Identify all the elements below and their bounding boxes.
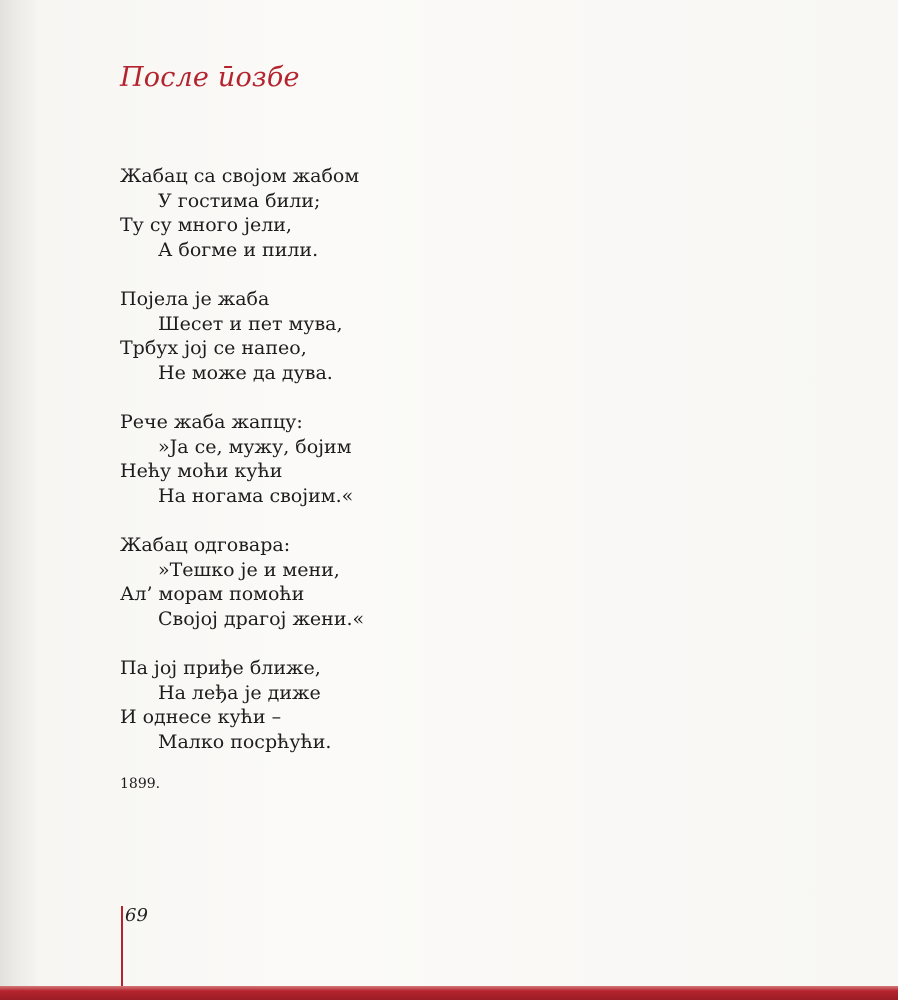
poem-line: Трбух јој се напео, — [120, 337, 307, 359]
poem-line: »Ја се, мужу, бојим — [158, 435, 352, 458]
poem-year: 1899. — [120, 776, 161, 792]
poem-stanza — [120, 410, 450, 508]
poem-title: После ӣозбе — [120, 62, 300, 93]
poem-line: На ногама својим.« — [158, 484, 354, 507]
poem-line: У гостима били; — [158, 189, 321, 212]
poem-line: Ту су много јели, — [120, 214, 292, 236]
poem-line: Шесет и пет мува, — [158, 312, 343, 335]
book-edge-band — [0, 986, 898, 1000]
poem-line: А богме и пили. — [158, 238, 319, 261]
poem-line: Па јој приђе ближе, — [120, 657, 321, 679]
poem-stanza — [120, 287, 450, 385]
poem-stanza — [120, 164, 450, 262]
poem-line: Рече жаба жапцу: — [120, 411, 303, 433]
poem-line: Малко посрћући. — [158, 730, 332, 753]
poem-line: Жабац одговара: — [120, 534, 291, 556]
poem-line: Нећу моћи кући — [120, 460, 283, 482]
poem-stanza — [120, 533, 450, 631]
poem-line: Ал’ морам помоћи — [120, 583, 305, 605]
page-gutter-shadow — [0, 0, 38, 986]
poem-body — [120, 164, 450, 779]
poem-stanza — [120, 656, 450, 754]
poem-line: Појела је жаба — [120, 288, 270, 310]
poem-line: »Тешко је и мени, — [158, 558, 340, 581]
poem-line: Својој драгој жени.« — [158, 607, 365, 630]
page-number: 69 — [125, 905, 148, 926]
poem-line: На леђа је диже — [158, 681, 321, 704]
poem-line: Не може да дува. — [158, 361, 333, 384]
poem-line: Жабац са својом жабом — [120, 165, 360, 187]
poem-line: И однесе кући – — [120, 706, 282, 728]
